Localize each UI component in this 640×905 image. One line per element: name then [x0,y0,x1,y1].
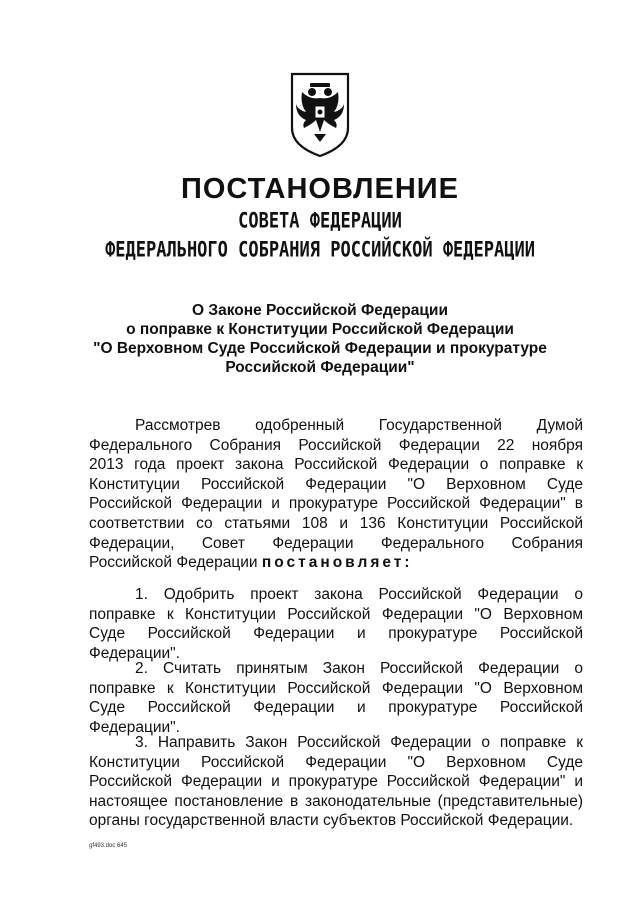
preamble-line: Российской Федерации и прокуратуре Российской Федерации" в [89,495,583,513]
preamble-paragraph [89,416,583,573]
item-line: Суде Российской Федерации и прокуратуре Российской [89,625,583,643]
item-line: настоящее постановление в законодательные (представительные) [89,792,583,810]
subject-line: Российской Федерации" [225,359,415,376]
subject-line: о поправке к Конституции Российской Федерации [126,321,514,338]
document-type-title: ПОСТАНОВЛЕНИЕ [181,173,459,205]
resolution-item-1 [89,585,583,663]
preamble-line: 2013 года проект закона Российской Федерации о поправке к [89,456,583,474]
item-line: Российской Федерации и прокуратуре Российской Федерации" и [89,773,583,791]
coat-of-arms-icon [288,70,352,158]
preamble-line: Федерального Собрания Российской Федерации 22 ноября [89,436,583,454]
subject-line: "О Верховном Суде Российской Федерации и прокуратуре [93,340,547,357]
item-line: 3. Направить Закон Российской Федерации о поправке к [135,734,583,751]
item-line: 2. Считать принятым Закон Российской Федерации о [135,660,583,677]
item-line: Федерации". [89,644,180,662]
preamble-line: Федерации, Совет Федерации Федерального Собрания [89,534,583,552]
issuing-body-line-2: ФЕДЕРАЛЬНОГО СОБРАНИЯ РОССИЙСКОЙ ФЕДЕРАЦИИ [105,237,535,263]
resolution-item-2 [89,659,583,737]
resolves-word: постановляет: [261,554,413,572]
preamble-line: Российской Федерации [89,554,258,572]
item-line: 1. Одобрить проект закона Российской Федерации о [135,586,583,603]
item-line: органы государственной власти субъектов Российской Федерации. [89,812,574,830]
item-line: поправке к Конституции Российской Федерации "О Верховном [89,679,583,697]
issuing-body-line-1: СОВЕТА ФЕДЕРАЦИИ [238,208,402,234]
preamble-line: соответствии со статьями 108 и 136 Конституции Российской [89,514,583,532]
document-subject [60,301,580,377]
item-line: Суде Российской Федерации и прокуратуре Российской [89,699,583,717]
preamble-last-line [89,553,583,573]
item-line: Конституции Российской Федерации "О Верховном Суде [89,753,583,771]
resolution-item-3 [89,733,583,831]
preamble-line: Конституции Российской Федерации "О Верховном Суде [89,475,583,493]
item-line: поправке к Конституции Российской Федерации "О Верховном [89,605,583,623]
preamble-line: Рассмотрев одобренный Государственной Думой [135,417,583,434]
file-reference: gf493.doc 645 [89,843,128,849]
subject-line: О Законе Российской Федерации [192,302,448,319]
item-line: Федерации". [89,718,180,736]
